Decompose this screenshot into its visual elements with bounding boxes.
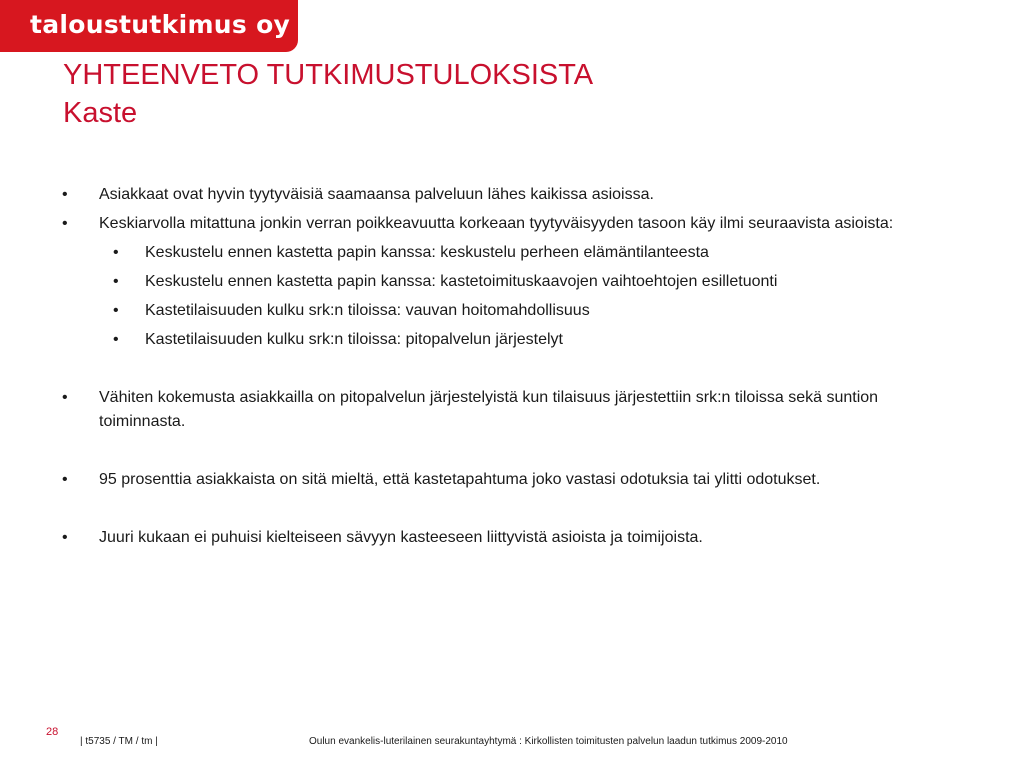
footer-project-code: | t5735 / TM / tm | bbox=[80, 736, 158, 747]
bullet-text: Juuri kukaan ei puhuisi kielteiseen sävyyn kasteeseen liittyvistä asioista ja toimijoista. bbox=[99, 529, 703, 546]
bullet-item bbox=[62, 212, 962, 236]
sub-bullet-text: Keskustelu ennen kastetta papin kanssa: kastetoimituskaavojen vaihtoehtojen esilletuonti bbox=[145, 273, 778, 290]
bullet-item bbox=[62, 183, 962, 207]
bullet-text: 95 prosenttia asiakkaista on sitä mieltä, että kastetapahtuma joko vastasi odotuksia tai ylitti odotukset. bbox=[99, 471, 821, 488]
footer-study-title: Oulun evankelis-luterilainen seurakuntayhtymä : Kirkollisten toimitusten palvelun laadun tutkimus 2009-2010 bbox=[309, 736, 788, 747]
logo-text: taloustutkimus oy bbox=[30, 9, 291, 39]
bullet-marker: • bbox=[113, 273, 119, 290]
bullet-marker: • bbox=[113, 302, 119, 319]
sub-bullet-item bbox=[62, 270, 962, 294]
slide-subtitle: Kaste bbox=[63, 97, 138, 129]
page-number: 28 bbox=[46, 726, 59, 738]
sub-bullet-text: Kastetilaisuuden kulku srk:n tiloissa: vauvan hoitomahdollisuus bbox=[145, 302, 590, 319]
bullet-item bbox=[62, 468, 962, 492]
sub-bullet-item bbox=[62, 328, 962, 352]
bullet-marker: • bbox=[62, 186, 68, 203]
slide-content bbox=[62, 183, 962, 555]
sub-bullet-text: Kastetilaisuuden kulku srk:n tiloissa: pitopalvelun järjestelyt bbox=[145, 331, 563, 348]
sub-bullet-text: Keskustelu ennen kastetta papin kanssa: keskustelu perheen elämäntilanteesta bbox=[145, 244, 709, 261]
bullet-item bbox=[62, 526, 962, 550]
sub-bullet-item bbox=[62, 299, 962, 323]
bullet-marker: • bbox=[62, 529, 68, 546]
bullet-text: Asiakkaat ovat hyvin tyytyväisiä saamaansa palveluun lähes kaikissa asioissa. bbox=[99, 186, 654, 203]
bullet-text: Vähiten kokemusta asiakkailla on pitopalvelun järjestelyistä kun tilaisuus järjestettiin srk:n tiloissa sekä suntion toiminnasta. bbox=[99, 389, 879, 430]
bullet-marker: • bbox=[62, 389, 68, 406]
bullet-marker: • bbox=[113, 331, 119, 348]
slide-title-main: YHTEENVETO TUTKIMUSTULOKSISTA bbox=[63, 59, 594, 91]
bullet-marker: • bbox=[62, 471, 68, 488]
company-logo bbox=[0, 0, 298, 52]
bullet-text: Keskiarvolla mitattuna jonkin verran poikkeavuutta korkeaan tyytyväisyyden tasoon käy ilmi seuraavista asioista: bbox=[99, 215, 894, 232]
sub-bullet-item bbox=[62, 241, 962, 265]
bullet-marker: • bbox=[62, 215, 68, 232]
bullet-item bbox=[62, 386, 962, 434]
bullet-marker: • bbox=[113, 244, 119, 261]
slide-title bbox=[63, 56, 593, 132]
